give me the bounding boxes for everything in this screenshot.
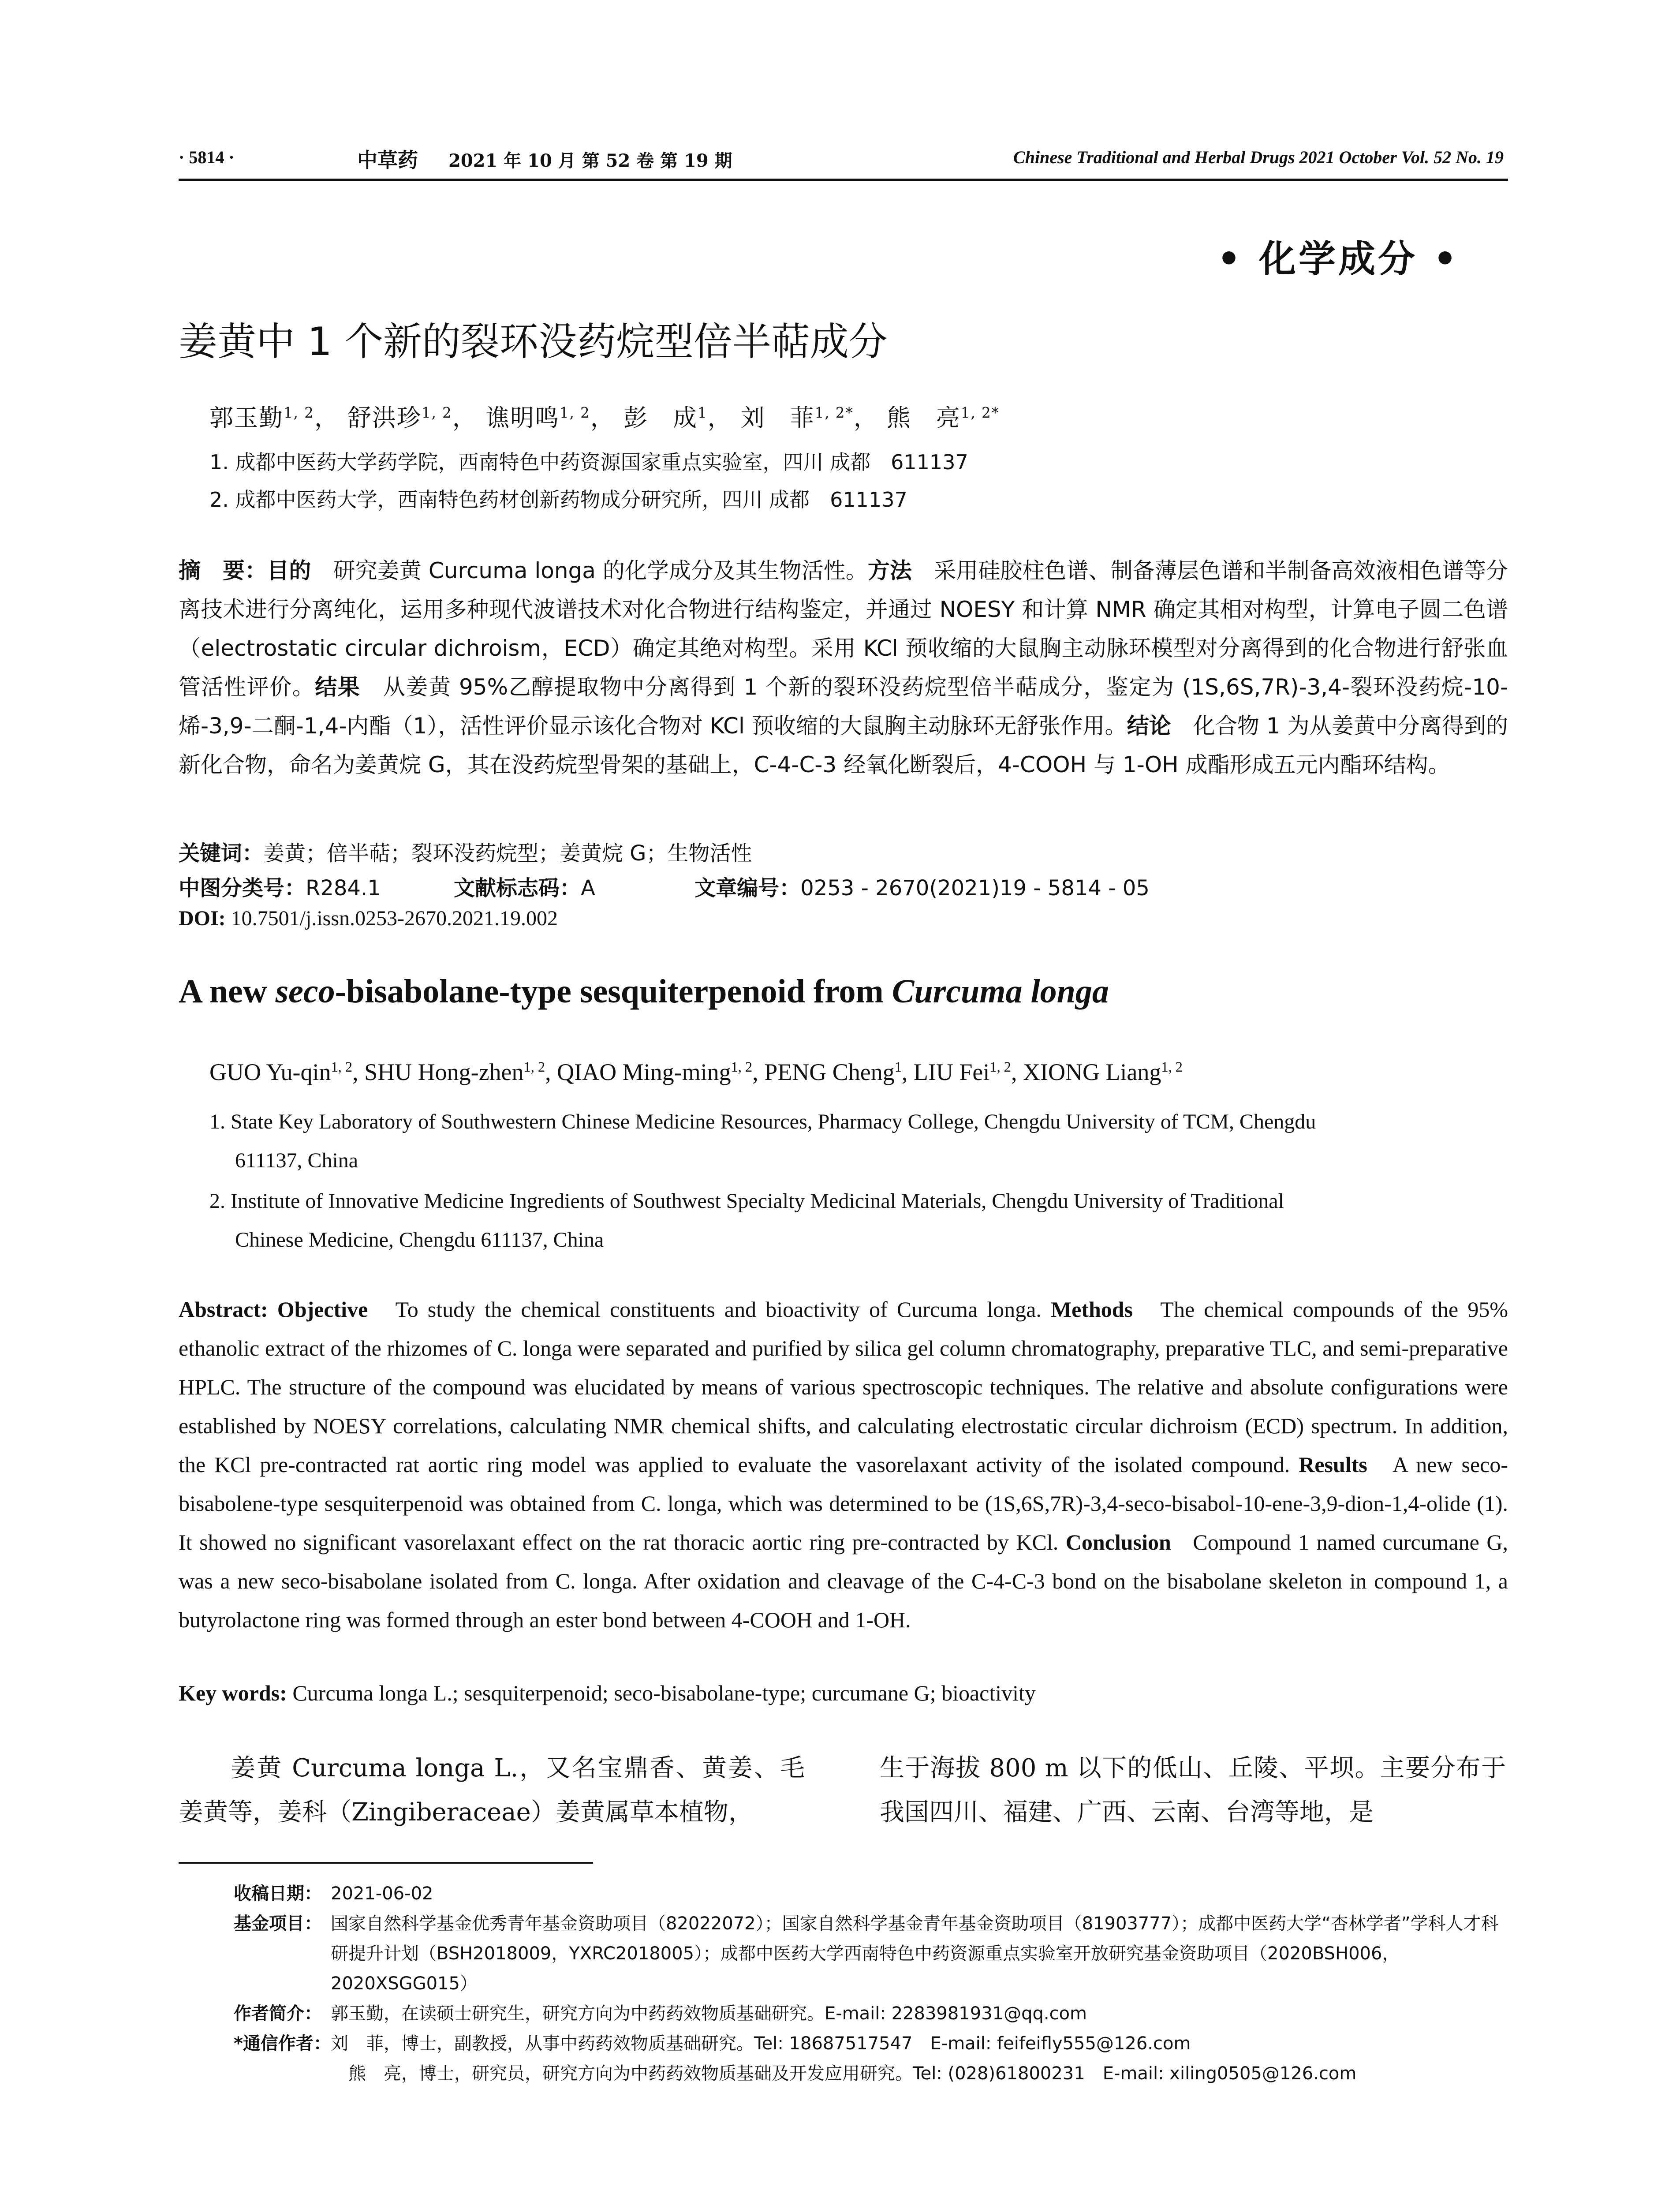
author-en: SHU Hong-zhen$^{1, 2}$ (364, 1059, 545, 1085)
author-cn: 彭 成$^1$ (623, 404, 708, 432)
body-column-right: 生于海拔 800 m 以下的低山、丘陵、平坝。主要分布于我国四川、福建、广西、云南、台湾等地，是 (880, 1754, 1506, 1827)
author-en: PENG Cheng$^1$ (764, 1059, 902, 1085)
author-cn: 谯明鸣$^{1, 2}$ (485, 404, 590, 432)
issue-info-cn: 2021 年 10 月 第 52 卷 第 19 期 (448, 150, 732, 171)
body-column-left: 姜黄 Curcuma longa L.，又名宝鼎香、黄姜、毛姜黄等，姜科（Zingiberaceae）姜黄属草本植物， (179, 1754, 805, 1827)
affiliation-en-2: 2. Institute of Innovative Medicine Ingredients of Southwest Specialty Medicinal Materials, Chengdu University of Traditional Chinese Medicine, Chengdu 611137, China (209, 1189, 1284, 1252)
affiliation-cn-1: 1. 成都中医药大学药学院，西南特色中药资源国家重点实验室，四川 成都 611137 (209, 450, 968, 474)
keywords-en: Key words: Curcuma longa L.; sesquiterpenoid; seco-bisabolane-type; curcumane G; bioactivity (179, 1681, 1036, 1705)
footnote-author-bio: 作者简介： 郭玉勤，在读硕士研究生，研究方向为中药药效物质基础研究。E-mail: 2283981931@qq.com (234, 2003, 1087, 2024)
authors-cn: 郭玉勤$^{1, 2}$， 舒洪珍$^{1, 2}$， 谯明鸣$^{1, 2}$， 彭 成$^1$， 刘 菲$^{1, 2*}$， 熊 亮$^{1, 2*}$ (209, 404, 1000, 432)
author-en: QIAO Ming-ming$^{1, 2}$ (557, 1059, 753, 1085)
section-label: • 化学成分 • (1217, 237, 1460, 280)
running-header (179, 143, 1508, 181)
abstract-en: Abstract: Objective To study the chemical constituents and bioactivity of Curcuma longa. Methods The chemical compounds of the 95% ethanolic extract of the rhizomes of C. longa were separated and purified by silica gel column chromatography, preparative TLC, and semi-preparative HPLC. The structure of the compound was elucidated by means of various spectroscopic techniques. The relative and absolute configurations were established by NOESY correlations, calculating NMR chemical shifts, and calculating electrostatic circular dichroism (ECD) spectrum. In addition, the KCl pre-contracted rat aortic ring model was applied to evaluate the vasorelaxant activity of the isolated compound. Results A new seco-bisabolene-type sesquiterpenoid was obtained from C. longa, which was determined to be (1S,6S,7R)-3,4-seco-bisabol-10-ene-3,9-dion-1,4-olide (1). It showed no significant vasorelaxant effect on the rat thoracic aortic ring pre-contracted by KCl. Conclusion Compound 1 named curcumane G, was a new seco-bisabolane isolated from C. longa. After oxidation and cleavage of the C-4-C-3 bond on the bisabolane skeleton in compound 1, a butyrolactone ring was formed through an ester bond between 4-COOH and 1-OH. (179, 1297, 1508, 1632)
author-en: XIONG Liang$^{1, 2}$ (1023, 1059, 1183, 1085)
authors-en: GUO Yu-qin$^{1, 2}$, SHU Hong-zhen$^{1, 2}$, QIAO Ming-ming$^{1, 2}$, PENG Cheng$^1$, LIU Fei$^{1, 2}$, XIONG Liang$^{1, 2}$ (209, 1059, 1183, 1085)
journal-name-en: Chinese Traditional and Herbal Drugs 2021 October Vol. 52 No. 19 (1013, 147, 1504, 167)
author-cn: 郭玉勤$^{1, 2}$ (209, 404, 314, 432)
title-en: A new seco-bisabolane-type sesquiterpenoid from Curcuma longa (179, 973, 1109, 1010)
affiliation-en-1: 1. State Key Laboratory of Southwestern Chinese Medicine Resources, Pharmacy College, Chengdu University of TCM, Chengdu 611137, China (209, 1110, 1316, 1172)
classification-line: 中图分类号：R284.1 文献标志码：A 文章编号：0253 - 2670(2021)19 - 5814 - 05 (179, 876, 1150, 901)
doi: DOI: 10.7501/j.issn.0253-2670.2021.19.002 (179, 907, 558, 930)
author-en: LIU Fei$^{1, 2}$ (913, 1059, 1011, 1085)
footnote-corresponding-1: *通信作者： 刘 菲，博士，副教授，从事中药药效物质基础研究。Tel: 18687517547 E-mail: feifeifly555@126.com (234, 2033, 1191, 2054)
footnote-received: 收稿日期： 2021-06-02 (234, 1884, 433, 1904)
journal-name-cn: 中草药 (357, 148, 418, 172)
abstract-cn: 摘 要：目的 研究姜黄 Curcuma longa 的化学成分及其生物活性。方法 采用硅胶柱色谱、制备薄层色谱和半制备高效液相色谱等分离技术进行分离纯化，运用多种现代波谱技术对化合物进行结构鉴定，并通过 NOESY 和计算 NMR 确定其相对构型，计算电子圆二色谱（electrostatic circular dichroism，ECD）确定其绝对构型。采用 KCl 预收缩的大鼠胸主动脉环模型对分离得到的化合物进行舒张血管活性评价。结果 从姜黄 95%乙醇提取物中分离得到 1 个新的裂环没药烷型倍半萜成分，鉴定为 (1S,6S,7R)-3,4-裂环没药烷-10-烯-3,9-二酮-1,4-内酯（1），活性评价显示该化合物对 KCl 预收缩的大鼠胸主动脉环无舒张作用。结论 化合物 1 为从姜黄中分离得到的新化合物，命名为姜黄烷 G，其在没药烷型骨架的基础上，C-4-C-3 经氧化断裂后，4-COOH 与 1-OH 成酯形成五元内酯环结构。 (179, 558, 1508, 777)
author-cn: 舒洪珍$^{1, 2}$ (347, 404, 452, 432)
author-cn: 刘 菲$^{1, 2*}$ (740, 404, 854, 432)
page-number: · 5814 · (179, 147, 235, 167)
footnotes (234, 1879, 1508, 2089)
affiliation-cn-2: 2. 成都中医药大学，西南特色药材创新药物成分研究所，四川 成都 611137 (209, 488, 907, 512)
footnote-corresponding-2: 熊 亮，博士，研究员，研究方向为中药药效物质基础及开发应用研究。Tel: (028)61800231 E-mail: xiling0505@126.com (348, 2063, 1357, 2084)
keywords-cn: 关键词：姜黄；倍半萜；裂环没药烷型；姜黄烷 G；生物活性 (179, 841, 752, 866)
author-en: GUO Yu-qin$^{1, 2}$ (209, 1059, 353, 1085)
title-cn: 姜黄中 1 个新的裂环没药烷型倍半萜成分 (179, 319, 888, 364)
footnote-divider (179, 1862, 593, 1864)
footnote-funding: 基金项目： 国家自然科学基金优秀青年基金资助项目（82022072）；国家自然科学基金青年基金资助项目（81903777）；成都中医药大学“杏林学者”学科人才科研提升计划（BSH2018009，YXRC2018005）；成都中医药大学西南特色中药资源重点实验室开放研究基金资助项目（2020BSH006，2020XSGG015） (234, 1913, 1499, 1994)
author-cn: 熊 亮$^{1, 2*}$ (886, 404, 1000, 432)
